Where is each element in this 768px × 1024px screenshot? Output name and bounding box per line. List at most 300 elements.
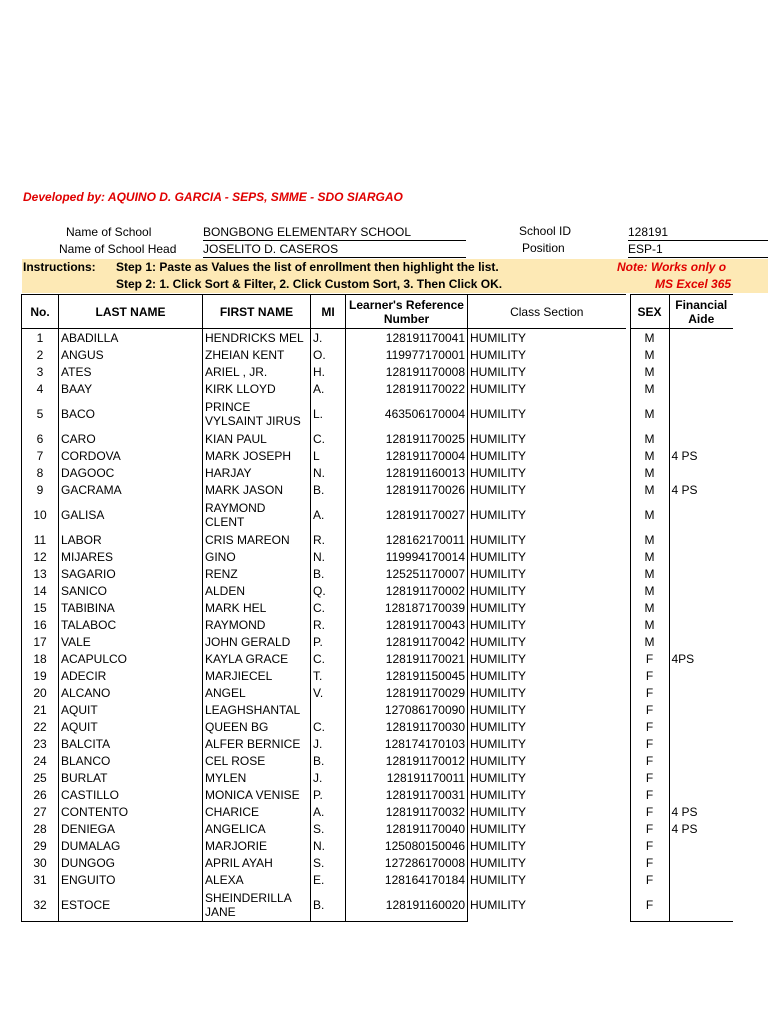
first-name-cell: ZHEIAN KENT: [203, 346, 311, 363]
lrn-cell: 128187170039: [346, 599, 468, 616]
middle-initial-cell: O.: [311, 346, 346, 363]
row-number-cell: 5: [22, 397, 59, 430]
last-name-cell: BAAY: [59, 380, 203, 397]
sex-cell: M: [630, 447, 669, 464]
lrn-cell: 463506170004: [346, 397, 468, 430]
table-row: [22, 599, 734, 616]
sex-cell: M: [630, 363, 669, 380]
lrn-cell: 128191170004: [346, 447, 468, 464]
last-name-cell: MIJARES: [59, 548, 203, 565]
last-name-cell: ALCANO: [59, 684, 203, 701]
sex-cell: F: [630, 769, 669, 786]
table-row: [22, 888, 734, 922]
last-name-cell: DENIEGA: [59, 820, 203, 837]
first-name-cell: LEAGHSHANTAL: [203, 701, 311, 718]
col-header-first-name: FIRST NAME: [203, 295, 311, 329]
lrn-cell: 125251170007: [346, 565, 468, 582]
middle-initial-cell: T.: [311, 667, 346, 684]
class-section-cell: HUMILITY: [470, 448, 527, 463]
last-name-cell: AQUIT: [59, 718, 203, 735]
table-row: [22, 531, 734, 548]
lrn-cell: 128191170021: [346, 650, 468, 667]
school-id-value: 128191: [628, 225, 768, 241]
row-number-cell: 19: [22, 667, 59, 684]
financial-aide-cell: 4PS: [671, 651, 695, 666]
lrn-cell: 119977170001: [346, 346, 468, 363]
financial-aide-cell: [669, 565, 733, 582]
middle-initial-cell: N.: [311, 548, 346, 565]
last-name-cell: LABOR: [59, 531, 203, 548]
lrn-cell: 127286170008: [346, 854, 468, 871]
last-name-cell: SAGARIO: [59, 565, 203, 582]
first-name-cell: MARJORIE: [203, 837, 311, 854]
financial-aide-cell: [669, 752, 733, 769]
financial-aide-cell: 4 PS: [671, 482, 698, 497]
col-header-last-name: LAST NAME: [59, 295, 203, 329]
last-name-cell: BALCITA: [59, 735, 203, 752]
class-section-cell: HUMILITY: [470, 600, 527, 615]
middle-initial-cell: C.: [311, 599, 346, 616]
middle-initial-cell: S.: [311, 820, 346, 837]
first-name-cell: QUEEN BG: [203, 718, 311, 735]
sex-cell: M: [630, 380, 669, 397]
position-label: Position: [522, 241, 565, 255]
sex-cell: F: [630, 803, 669, 820]
first-name-cell: ALEXA: [203, 871, 311, 888]
class-section-cell: HUMILITY: [470, 364, 527, 379]
middle-initial-cell: R.: [311, 616, 346, 633]
first-name-cell: KAYLA GRACE: [203, 650, 311, 667]
class-section-cell: HUMILITY: [470, 482, 527, 497]
col-header-no: No.: [22, 295, 59, 329]
financial-aide-cell: [669, 786, 733, 803]
last-name-cell: SANICO: [59, 582, 203, 599]
table-row: [22, 397, 734, 430]
lrn-cell: 128191170030: [346, 718, 468, 735]
sex-cell: M: [630, 464, 669, 481]
financial-aide-cell: [669, 363, 733, 380]
first-name-cell: MARK JASON: [203, 481, 311, 498]
sex-cell: F: [630, 752, 669, 769]
class-section-cell: HUMILITY: [470, 719, 527, 734]
table-row: [22, 820, 734, 837]
last-name-cell: ACAPULCO: [59, 650, 203, 667]
table-row: [22, 616, 734, 633]
first-name-cell: SHEINDERILLA JANE: [203, 888, 311, 922]
class-section-cell: HUMILITY: [470, 668, 527, 683]
middle-initial-cell: B.: [311, 888, 346, 922]
row-number-cell: 15: [22, 599, 59, 616]
lrn-cell: 128162170011: [346, 531, 468, 548]
first-name-cell: PRINCE VYLSAINT JIRUS: [203, 397, 311, 430]
middle-initial-cell: V.: [311, 684, 346, 701]
last-name-cell: DUMALAG: [59, 837, 203, 854]
last-name-cell: CONTENTO: [59, 803, 203, 820]
first-name-cell: MARJIECEL: [203, 667, 311, 684]
financial-aide-cell: [669, 854, 733, 871]
middle-initial-cell: B.: [311, 752, 346, 769]
sex-cell: F: [630, 871, 669, 888]
financial-aide-cell: [669, 464, 733, 481]
middle-initial-cell: B.: [311, 565, 346, 582]
sex-cell: M: [630, 430, 669, 447]
financial-aide-cell: [669, 837, 733, 854]
sex-cell: M: [630, 498, 669, 531]
table-row: [22, 633, 734, 650]
lrn-cell: 128164170184: [346, 871, 468, 888]
lrn-cell: 128191150045: [346, 667, 468, 684]
position-value: ESP-1: [628, 242, 768, 258]
middle-initial-cell: N.: [311, 837, 346, 854]
row-number-cell: 6: [22, 430, 59, 447]
lrn-cell: 128191170031: [346, 786, 468, 803]
table-row: [22, 498, 734, 531]
lrn-cell: 128191170029: [346, 684, 468, 701]
first-name-cell: MONICA VENISE: [203, 786, 311, 803]
sex-cell: M: [630, 582, 669, 599]
col-header-class-section: Class Section: [468, 295, 626, 329]
class-section-cell: HUMILITY: [470, 532, 527, 547]
class-section-cell: HUMILITY: [470, 507, 527, 522]
sex-cell: M: [630, 531, 669, 548]
last-name-cell: DUNGOG: [59, 854, 203, 871]
financial-aide-cell: [669, 397, 733, 430]
sex-cell: F: [630, 718, 669, 735]
first-name-cell: APRIL AYAH: [203, 854, 311, 871]
last-name-cell: CARO: [59, 430, 203, 447]
table-row: [22, 548, 734, 565]
school-name-label: Name of School: [66, 225, 152, 239]
sex-cell: F: [630, 837, 669, 854]
first-name-cell: ALDEN: [203, 582, 311, 599]
class-section-cell: HUMILITY: [470, 465, 527, 480]
class-section-cell: HUMILITY: [470, 617, 527, 632]
row-number-cell: 31: [22, 871, 59, 888]
last-name-cell: GACRAMA: [59, 481, 203, 498]
first-name-cell: KIAN PAUL: [203, 430, 311, 447]
table-row: [22, 769, 734, 786]
sex-cell: F: [630, 650, 669, 667]
table-row: [22, 565, 734, 582]
financial-aide-cell: [669, 531, 733, 548]
last-name-cell: ENGUITO: [59, 871, 203, 888]
financial-aide-cell: [669, 582, 733, 599]
class-section-cell: HUMILITY: [470, 406, 527, 421]
financial-aide-cell: [669, 548, 733, 565]
middle-initial-cell: J.: [311, 329, 346, 347]
financial-aide-cell: [669, 599, 733, 616]
lrn-cell: 128191170043: [346, 616, 468, 633]
table-row: [22, 837, 734, 854]
first-name-cell: HENDRICKS MEL: [203, 329, 311, 347]
row-number-cell: 1: [22, 329, 59, 347]
first-name-cell: RAYMOND: [203, 616, 311, 633]
last-name-cell: TALABOC: [59, 616, 203, 633]
table-row: [22, 481, 734, 498]
first-name-cell: MYLEN: [203, 769, 311, 786]
lrn-cell: 128191170008: [346, 363, 468, 380]
sex-cell: M: [630, 616, 669, 633]
lrn-cell: 128191170032: [346, 803, 468, 820]
first-name-cell: KIRK LLOYD: [203, 380, 311, 397]
compatibility-note: Note: Works only o: [617, 260, 727, 274]
row-number-cell: 30: [22, 854, 59, 871]
table-row: [22, 363, 734, 380]
middle-initial-cell: E.: [311, 871, 346, 888]
financial-aide-cell: [669, 346, 733, 363]
lrn-cell: 128191170025: [346, 430, 468, 447]
lrn-cell: 119994170014: [346, 548, 468, 565]
class-section-cell: HUMILITY: [470, 431, 527, 446]
sex-cell: M: [630, 481, 669, 498]
last-name-cell: TABIBINA: [59, 599, 203, 616]
sex-cell: F: [630, 786, 669, 803]
lrn-cell: 128191160013: [346, 464, 468, 481]
col-header-lrn: Learner's Reference Number: [346, 295, 468, 329]
middle-initial-cell: R.: [311, 531, 346, 548]
row-number-cell: 22: [22, 718, 59, 735]
financial-aide-cell: [669, 871, 733, 888]
middle-initial-cell: C.: [311, 718, 346, 735]
table-row: [22, 650, 734, 667]
class-section-cell: HUMILITY: [470, 702, 527, 717]
first-name-cell: ANGELICA: [203, 820, 311, 837]
class-section-cell: HUMILITY: [470, 583, 527, 598]
lrn-cell: 128191170022: [346, 380, 468, 397]
financial-aide-cell: 4 PS: [671, 448, 698, 463]
lrn-cell: 128191170040: [346, 820, 468, 837]
financial-aide-cell: 4 PS: [671, 804, 698, 819]
row-number-cell: 24: [22, 752, 59, 769]
row-number-cell: 7: [22, 447, 59, 464]
row-number-cell: 17: [22, 633, 59, 650]
first-name-cell: RAYMOND CLENT: [203, 498, 311, 531]
row-number-cell: 29: [22, 837, 59, 854]
sex-cell: M: [630, 599, 669, 616]
first-name-cell: HARJAY: [203, 464, 311, 481]
middle-initial-cell: S.: [311, 854, 346, 871]
table-row: [22, 329, 734, 347]
middle-initial-cell: [311, 701, 346, 718]
sex-cell: M: [630, 329, 669, 347]
class-section-cell: HUMILITY: [470, 549, 527, 564]
lrn-cell: 128191170011: [346, 769, 468, 786]
instructions-step2: Step 2: 1. Click Sort & Filter, 2. Click Custom Sort, 3. Then Click OK.: [116, 277, 503, 291]
row-number-cell: 9: [22, 481, 59, 498]
middle-initial-cell: A.: [311, 380, 346, 397]
last-name-cell: BURLAT: [59, 769, 203, 786]
row-number-cell: 32: [22, 888, 59, 922]
class-section-cell: HUMILITY: [470, 685, 527, 700]
last-name-cell: ATES: [59, 363, 203, 380]
last-name-cell: ABADILLA: [59, 329, 203, 347]
table-row: [22, 447, 734, 464]
table-row: [22, 684, 734, 701]
row-number-cell: 12: [22, 548, 59, 565]
middle-initial-cell: B.: [311, 481, 346, 498]
sex-cell: M: [630, 397, 669, 430]
row-number-cell: 2: [22, 346, 59, 363]
first-name-cell: CEL ROSE: [203, 752, 311, 769]
financial-aide-cell: [669, 684, 733, 701]
first-name-cell: JOHN GERALD: [203, 633, 311, 650]
financial-aide-cell: [669, 735, 733, 752]
row-number-cell: 26: [22, 786, 59, 803]
sex-cell: M: [630, 548, 669, 565]
financial-aide-cell: [669, 718, 733, 735]
sex-cell: F: [630, 888, 669, 922]
first-name-cell: GINO: [203, 548, 311, 565]
table-row: [22, 380, 734, 397]
table-header-row: [22, 295, 734, 329]
middle-initial-cell: P.: [311, 786, 346, 803]
first-name-cell: CHARICE: [203, 803, 311, 820]
sex-cell: F: [630, 820, 669, 837]
class-section-cell: HUMILITY: [470, 855, 527, 870]
last-name-cell: GALISA: [59, 498, 203, 531]
middle-initial-cell: C.: [311, 650, 346, 667]
row-number-cell: 11: [22, 531, 59, 548]
financial-aide-cell: [669, 701, 733, 718]
first-name-cell: RENZ: [203, 565, 311, 582]
table-row: [22, 735, 734, 752]
sex-cell: F: [630, 667, 669, 684]
row-number-cell: 14: [22, 582, 59, 599]
first-name-cell: CRIS MAREON: [203, 531, 311, 548]
financial-aide-cell: 4 PS: [671, 821, 698, 836]
lrn-cell: 128191170026: [346, 481, 468, 498]
financial-aide-cell: [669, 667, 733, 684]
table-row: [22, 582, 734, 599]
last-name-cell: BACO: [59, 397, 203, 430]
first-name-cell: ALFER BERNICE: [203, 735, 311, 752]
col-header-financial-aide: Financial Aide: [669, 295, 733, 329]
table-row: [22, 786, 734, 803]
financial-aide-cell: [669, 633, 733, 650]
table-row: [22, 667, 734, 684]
table-row: [22, 854, 734, 871]
middle-initial-cell: H.: [311, 363, 346, 380]
row-number-cell: 20: [22, 684, 59, 701]
last-name-cell: DAGOOC: [59, 464, 203, 481]
middle-initial-cell: P.: [311, 633, 346, 650]
last-name-cell: CASTILLO: [59, 786, 203, 803]
col-header-sex: SEX: [630, 295, 669, 329]
row-number-cell: 3: [22, 363, 59, 380]
middle-initial-cell: A.: [311, 803, 346, 820]
row-number-cell: 8: [22, 464, 59, 481]
class-section-cell: HUMILITY: [470, 897, 527, 912]
row-number-cell: 10: [22, 498, 59, 531]
class-section-cell: HUMILITY: [470, 736, 527, 751]
lrn-cell: 128191170041: [346, 329, 468, 347]
class-section-cell: HUMILITY: [470, 753, 527, 768]
financial-aide-cell: [669, 430, 733, 447]
school-head-value: JOSELITO D. CASEROS: [203, 242, 466, 258]
table-row: [22, 430, 734, 447]
middle-initial-cell: L: [311, 447, 346, 464]
excel-version-note: MS Excel 365: [655, 277, 732, 291]
row-number-cell: 27: [22, 803, 59, 820]
class-section-cell: HUMILITY: [470, 381, 527, 396]
last-name-cell: ANGUS: [59, 346, 203, 363]
school-name-value: BONGBONG ELEMENTARY SCHOOL: [203, 225, 466, 241]
sex-cell: F: [630, 684, 669, 701]
developer-credit: Developed by: AQUINO D. GARCIA - SEPS, SMME - SDO SIARGAO: [23, 190, 403, 204]
sex-cell: M: [630, 633, 669, 650]
financial-aide-cell: [669, 769, 733, 786]
lrn-cell: 128191170002: [346, 582, 468, 599]
row-number-cell: 18: [22, 650, 59, 667]
middle-initial-cell: J.: [311, 735, 346, 752]
first-name-cell: ARIEL , JR.: [203, 363, 311, 380]
school-head-label: Name of School Head: [59, 242, 177, 256]
lrn-cell: 125080150046: [346, 837, 468, 854]
lrn-cell: 128191170042: [346, 633, 468, 650]
row-number-cell: 21: [22, 701, 59, 718]
financial-aide-cell: [669, 888, 733, 922]
middle-initial-cell: N.: [311, 464, 346, 481]
class-section-cell: HUMILITY: [470, 347, 527, 362]
middle-initial-cell: C.: [311, 430, 346, 447]
sex-cell: F: [630, 735, 669, 752]
lrn-cell: 128191170012: [346, 752, 468, 769]
financial-aide-cell: [669, 380, 733, 397]
row-number-cell: 4: [22, 380, 59, 397]
sex-cell: M: [630, 346, 669, 363]
financial-aide-cell: [669, 329, 733, 347]
table-row: [22, 718, 734, 735]
first-name-cell: ANGEL: [203, 684, 311, 701]
middle-initial-cell: Q.: [311, 582, 346, 599]
lrn-cell: 128174170103: [346, 735, 468, 752]
table-row: [22, 803, 734, 820]
class-section-cell: HUMILITY: [470, 651, 527, 666]
class-section-cell: HUMILITY: [470, 872, 527, 887]
row-number-cell: 23: [22, 735, 59, 752]
table-row: [22, 346, 734, 363]
last-name-cell: ADECIR: [59, 667, 203, 684]
sex-cell: M: [630, 565, 669, 582]
lrn-cell: 127086170090: [346, 701, 468, 718]
middle-initial-cell: L.: [311, 397, 346, 430]
sex-cell: F: [630, 701, 669, 718]
class-section-cell: HUMILITY: [470, 787, 527, 802]
col-header-mi: MI: [311, 295, 346, 329]
class-section-cell: HUMILITY: [470, 770, 527, 785]
row-number-cell: 16: [22, 616, 59, 633]
class-section-cell: HUMILITY: [470, 804, 527, 819]
middle-initial-cell: J.: [311, 769, 346, 786]
last-name-cell: ESTOCE: [59, 888, 203, 922]
last-name-cell: AQUIT: [59, 701, 203, 718]
last-name-cell: BLANCO: [59, 752, 203, 769]
school-id-label: School ID: [519, 224, 572, 238]
row-number-cell: 13: [22, 565, 59, 582]
lrn-cell: 128191160020: [346, 888, 468, 922]
class-section-cell: HUMILITY: [470, 566, 527, 581]
table-row: [22, 752, 734, 769]
class-section-cell: HUMILITY: [470, 634, 527, 649]
class-section-cell: HUMILITY: [470, 330, 527, 345]
sex-cell: F: [630, 854, 669, 871]
lrn-cell: 128191170027: [346, 498, 468, 531]
first-name-cell: MARK HEL: [203, 599, 311, 616]
row-number-cell: 25: [22, 769, 59, 786]
table-row: [22, 701, 734, 718]
class-section-cell: HUMILITY: [470, 838, 527, 853]
instructions-step1: Step 1: Paste as Values the list of enrollment then highlight the list.: [116, 260, 499, 274]
